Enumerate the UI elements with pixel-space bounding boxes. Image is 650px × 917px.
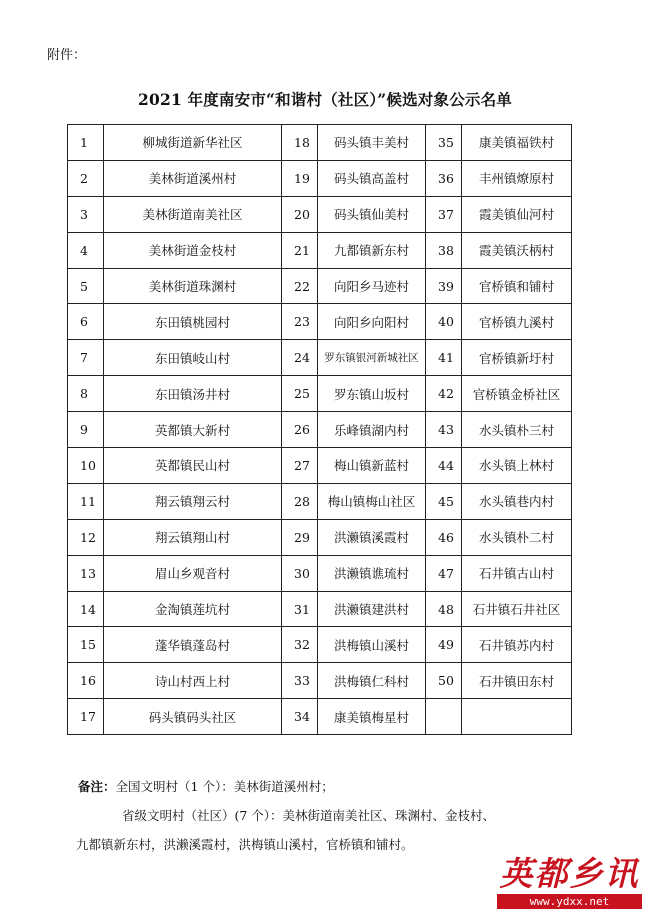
village-name: 洪濑镇建洪村 <box>318 591 426 627</box>
notes-national: 全国文明村（1 个）：美林街道溪州村； <box>115 779 334 794</box>
village-name: 向阳乡向阳村 <box>318 304 426 340</box>
row-number: 34 <box>282 699 318 735</box>
table-row <box>68 304 572 340</box>
row-number: 5 <box>68 268 104 304</box>
table-row <box>68 160 572 196</box>
village-name: 官桥镇金桥社区 <box>462 376 572 412</box>
notes-provincial-continued: 九都镇新东村，洪濑溪霞村，洪梅镇山溪村，官桥镇和铺村。 <box>76 837 414 852</box>
village-name: 美林街道南美社区 <box>104 196 282 232</box>
village-name: 东田镇岐山村 <box>104 340 282 376</box>
table-row <box>68 483 572 519</box>
row-number: 47 <box>426 555 462 591</box>
village-name: 美林街道溪州村 <box>104 160 282 196</box>
village-name: 水头镇巷内村 <box>462 483 572 519</box>
village-name: 英都镇大新村 <box>104 412 282 448</box>
village-name: 东田镇汤井村 <box>104 376 282 412</box>
village-name: 柳城街道新华社区 <box>104 125 282 161</box>
village-name: 石井镇古山村 <box>462 555 572 591</box>
village-name: 美林街道金枝村 <box>104 232 282 268</box>
village-name: 码头镇仙美村 <box>318 196 426 232</box>
row-number: 32 <box>282 627 318 663</box>
row-number: 16 <box>68 663 104 699</box>
row-number <box>426 699 462 735</box>
village-name: 丰州镇燎原村 <box>462 160 572 196</box>
row-number: 31 <box>282 591 318 627</box>
row-number: 21 <box>282 232 318 268</box>
village-name: 金淘镇莲坑村 <box>104 591 282 627</box>
row-number: 7 <box>68 340 104 376</box>
row-number: 18 <box>282 125 318 161</box>
village-name: 美林街道珠渊村 <box>104 268 282 304</box>
row-number: 28 <box>282 483 318 519</box>
village-name: 罗东镇山坂村 <box>318 376 426 412</box>
table-row <box>68 196 572 232</box>
watermark-logo <box>497 848 642 910</box>
table-row <box>68 699 572 735</box>
village-name: 东田镇桃园村 <box>104 304 282 340</box>
row-number: 40 <box>426 304 462 340</box>
village-name: 水头镇朴二村 <box>462 519 572 555</box>
village-name: 蓬华镇蓬岛村 <box>104 627 282 663</box>
row-number: 23 <box>282 304 318 340</box>
village-name: 官桥镇九溪村 <box>462 304 572 340</box>
row-number: 15 <box>68 627 104 663</box>
village-name: 石井镇苏内村 <box>462 627 572 663</box>
row-number: 49 <box>426 627 462 663</box>
village-name: 梅山镇梅山社区 <box>318 483 426 519</box>
village-name: 九都镇新东村 <box>318 232 426 268</box>
village-name: 官桥镇和铺村 <box>462 268 572 304</box>
row-number: 36 <box>426 160 462 196</box>
table-row <box>68 519 572 555</box>
table-row <box>68 448 572 484</box>
row-number: 44 <box>426 448 462 484</box>
row-number: 8 <box>68 376 104 412</box>
village-name: 洪梅镇仁科村 <box>318 663 426 699</box>
row-number: 14 <box>68 591 104 627</box>
row-number: 17 <box>68 699 104 735</box>
village-name: 翔云镇翔云村 <box>104 483 282 519</box>
row-number: 24 <box>282 340 318 376</box>
row-number: 33 <box>282 663 318 699</box>
village-name: 英都镇民山村 <box>104 448 282 484</box>
table-row <box>68 376 572 412</box>
village-name: 官桥镇新圩村 <box>462 340 572 376</box>
row-number: 3 <box>68 196 104 232</box>
table-row <box>68 340 572 376</box>
row-number: 46 <box>426 519 462 555</box>
row-number: 4 <box>68 232 104 268</box>
village-name: 石井镇石井社区 <box>462 591 572 627</box>
village-name: 洪梅镇山溪村 <box>318 627 426 663</box>
document-title: 2021 年度南安市“和谐村（社区）”候选对象公示名单 <box>137 90 513 109</box>
notes-provincial: 省级文明村（社区）(7 个）：美林街道南美社区、珠渊村、金枝村、 <box>122 808 496 823</box>
village-name: 码头镇高盖村 <box>318 160 426 196</box>
village-name: 康美镇梅星村 <box>318 699 426 735</box>
village-name: 诗山村西上村 <box>104 663 282 699</box>
row-number: 10 <box>68 448 104 484</box>
village-name: 眉山乡观音村 <box>104 555 282 591</box>
row-number: 19 <box>282 160 318 196</box>
village-name: 洪濑镇谯琉村 <box>318 555 426 591</box>
candidate-table-body <box>68 125 572 735</box>
row-number: 9 <box>68 412 104 448</box>
row-number: 25 <box>282 376 318 412</box>
row-number: 42 <box>426 376 462 412</box>
row-number: 37 <box>426 196 462 232</box>
row-number: 13 <box>68 555 104 591</box>
row-number: 43 <box>426 412 462 448</box>
village-name: 梅山镇新蓝村 <box>318 448 426 484</box>
candidate-table <box>67 124 572 735</box>
village-name: 霞美镇仙河村 <box>462 196 572 232</box>
village-name: 罗东镇银河新城社区 <box>318 340 426 376</box>
village-name: 康美镇福铁村 <box>462 125 572 161</box>
row-number: 35 <box>426 125 462 161</box>
row-number: 29 <box>282 519 318 555</box>
notes-line-1 <box>78 772 598 801</box>
table-row <box>68 412 572 448</box>
row-number: 45 <box>426 483 462 519</box>
row-number: 1 <box>68 125 104 161</box>
table-row <box>68 268 572 304</box>
village-name: 水头镇上林村 <box>462 448 572 484</box>
row-number: 27 <box>282 448 318 484</box>
row-number: 2 <box>68 160 104 196</box>
row-number: 48 <box>426 591 462 627</box>
village-name: 乐峰镇湖内村 <box>318 412 426 448</box>
village-name: 水头镇朴三村 <box>462 412 572 448</box>
table-row <box>68 232 572 268</box>
village-name: 码头镇丰美村 <box>318 125 426 161</box>
village-name: 向阳乡马迹村 <box>318 268 426 304</box>
table-row <box>68 663 572 699</box>
table-row <box>68 125 572 161</box>
watermark-logo-text: 英都乡讯 <box>499 854 640 893</box>
village-name <box>462 699 572 735</box>
row-number: 6 <box>68 304 104 340</box>
row-number: 38 <box>426 232 462 268</box>
village-name: 码头镇码头社区 <box>104 699 282 735</box>
row-number: 41 <box>426 340 462 376</box>
row-number: 12 <box>68 519 104 555</box>
table-row <box>68 555 572 591</box>
notes-label: 备注： <box>78 779 116 794</box>
village-name: 石井镇田东村 <box>462 663 572 699</box>
notes <box>78 772 598 859</box>
row-number: 30 <box>282 555 318 591</box>
village-name: 洪濑镇溪霞村 <box>318 519 426 555</box>
watermark-url: www.ydxx.net <box>497 894 642 909</box>
row-number: 22 <box>282 268 318 304</box>
row-number: 26 <box>282 412 318 448</box>
village-name: 霞美镇沃柄村 <box>462 232 572 268</box>
row-number: 11 <box>68 483 104 519</box>
row-number: 50 <box>426 663 462 699</box>
village-name: 翔云镇翔山村 <box>104 519 282 555</box>
table-row <box>68 591 572 627</box>
table-row <box>68 627 572 663</box>
row-number: 20 <box>282 196 318 232</box>
row-number: 39 <box>426 268 462 304</box>
attachment-label: 附件： <box>47 48 87 63</box>
